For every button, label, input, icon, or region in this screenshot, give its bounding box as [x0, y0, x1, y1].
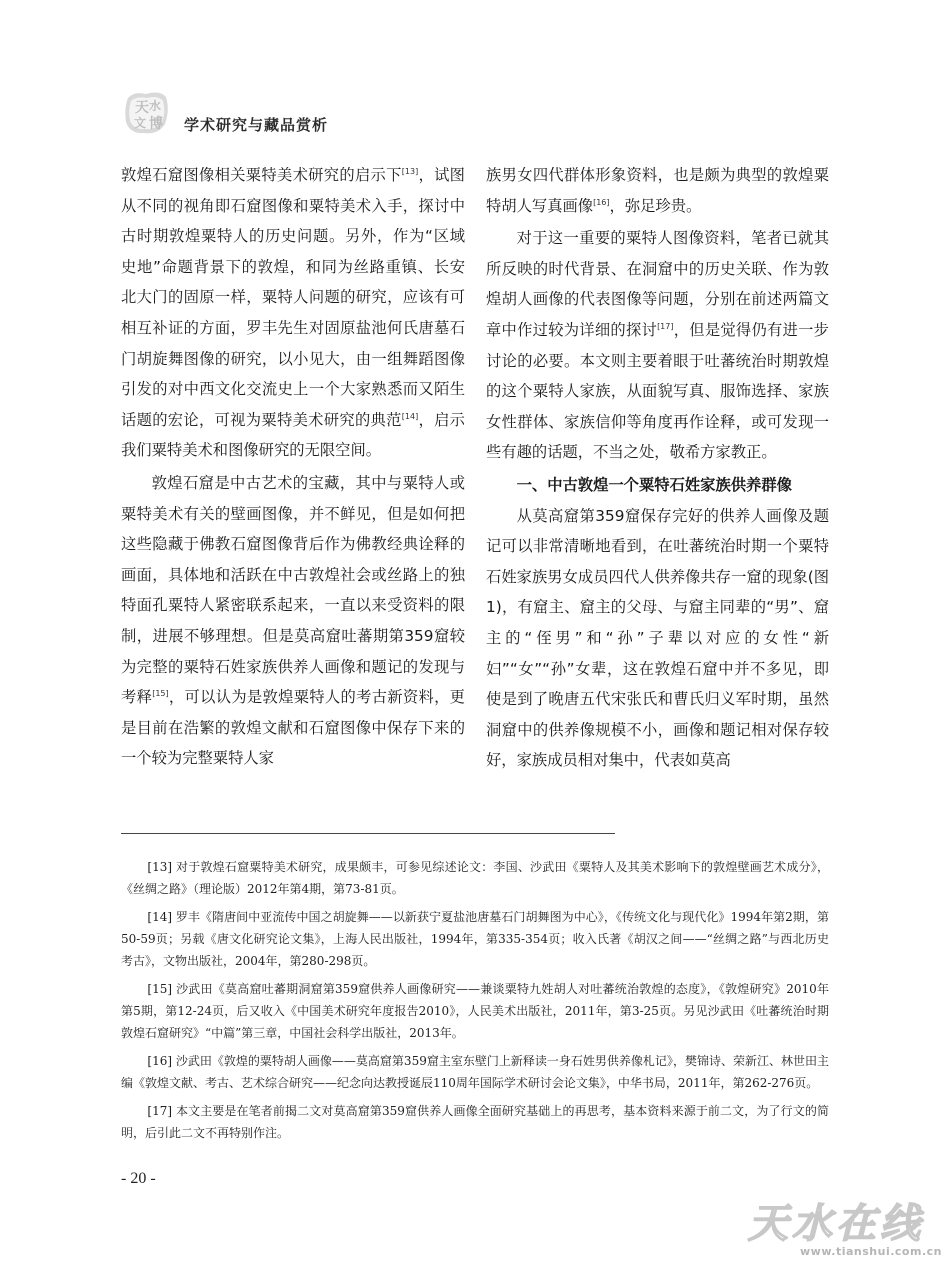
- footnote-16: [16] 沙武田《敦煌的粟特胡人画像——莫高窟第359窟主室东壁门上新释读一身石姓男供养像札记》，樊锦诗、荣新江、林世田主编《敦煌文献、考古、艺术综合研究——纪念向达教授诞辰110周年国际学术研讨会论文集》，中华书局，2011年，第262-276页。: [121, 1054, 829, 1090]
- svg-text:博: 博: [149, 116, 163, 132]
- footnote-ref-17: [17]: [657, 321, 674, 331]
- watermark-url: www.tianshui.com.cn: [800, 1245, 942, 1258]
- footnote-17: [17] 本文主要是在笔者前揭二文对莫高窟第359窟供养人画像全面研究基础上的再思考，基本资料来源于前二文，为了行文的简明，后引此二文不再特别作注。: [121, 1104, 829, 1140]
- footnote-ref-15: [15]: [152, 689, 169, 698]
- footnotes: [121, 856, 829, 1150]
- footnote-divider: [121, 833, 615, 834]
- paragraph: 敦煌石窟是中古艺术的宝藏，其中与粟特人或粟特美术有关的壁画图像，并不鲜见，但是如何把这些隐藏于佛教石窟图像背后作为佛教经典诠释的画面，具体地和活跃在中古敦煌社会或丝路上的独特面孔粟特人紧密联系起来，一直以来受资料的限制，进展不够理想。但是莫高窟吐蕃期第359窟较为完整的粟特石姓家族供养人画像和题记的发现与考释[15]，可以认为是敦煌粟特人的考古新资料，更是目前在浩繁的敦煌文献和石窟图像中保存下来的一个较为完整粟特人家: [121, 473, 465, 768]
- watermark: [748, 1192, 942, 1258]
- tianshui-wenbo-logo: [122, 88, 172, 138]
- paragraph: 从莫高窟第359窟保存完好的供养人画像及题记可以非常清晰地看到，在吐蕃统治时期一个粟特石姓家族男女成员四代人供养像共存一窟的现象(图1)，有窟主、窟主的父母、与窟主同辈的“男”、窟主的“侄男”和“孙”子辈以对应的女性“新妇”“女”“孙”女辈，这在敦煌石窟中并不多见，即使是到了晚唐五代宋张氏和曹氏归义军时期，虽然洞窟中的供养像规模不小，画像和题记相对保存较好，家族成员相对集中，代表如莫高: [486, 506, 829, 770]
- watermark-text: 天水在线: [748, 1201, 924, 1247]
- footnote-13: [13] 对于敦煌石窟粟特美术研究，成果颇丰，可参见综述论文：李国、沙武田《粟特人及其美术影响下的敦煌壁画艺术成分》，《丝绸之路》（理论版）2012年第4期，第73-81页。: [121, 860, 829, 896]
- section-heading: 一、中古敦煌一个粟特石姓家族供养群像: [516, 475, 792, 494]
- page-number: - 20 -: [121, 1170, 156, 1187]
- footnote-15: [15] 沙武田《莫高窟吐蕃期洞窟第359窟供养人画像研究——兼谈粟特九姓胡人对吐蕃统治敦煌的态度》，《敦煌研究》2010年第5期，第12-24页，后又收入《中国美术研究年度报告2010》，人民美术出版社，2011年，第3-25页。另见沙武田《吐蕃统治时期敦煌石窟研究》“中篇”第三章，中国社会科学出版社，2013年。: [121, 982, 829, 1040]
- left-column: [121, 160, 465, 774]
- paragraph: 族男女四代群体形象资料，也是颇为典型的敦煌粟特胡人写真画像[16]，弥足珍贵。: [486, 166, 829, 215]
- header-title: 学术研究与藏品赏析: [184, 116, 329, 134]
- footnote-14: [14] 罗丰《隋唐间中亚流传中国之胡旋舞——以新获宁夏盐池唐墓石门胡舞图为中心》，《传统文化与现代化》1994年第2期，第50-59页；另载《唐文化研究论文集》，上海人民出版社，1994年，第335-354页；收入氏著《胡汉之间——“丝绸之路”与西北历史考古》，文物出版社，2004年，第280-298页。: [121, 910, 829, 968]
- paragraph: 敦煌石窟图像相关粟特美术研究的启示下[13]，试图从不同的视角即石窟图像和粟特美术入手，探讨中古时期敦煌粟特人的历史问题。另外，作为“区域史地”命题背景下的敦煌，和同为丝路重镇、长安北大门的固原一样，粟特人问题的研究，应该有可相互补证的方面，罗丰先生对固原盐池何氏唐墓石门胡旋舞图像的研究，以小见大，由一组舞蹈图像引发的对中西文化交流史上一个大家熟悉而又陌生话题的宏论，可视为粟特美术研究的典范[14]，启示我们粟特美术和图像研究的无限空间。: [121, 166, 465, 460]
- svg-text:文: 文: [134, 116, 147, 130]
- footnote-ref-14: [14]: [401, 411, 419, 421]
- svg-text:水: 水: [149, 99, 162, 113]
- paragraph: 对于这一重要的粟特人图像资料，笔者已就其所反映的时代背景、在洞窟中的历史关联、作为敦煌胡人画像的代表图像等问题，分别在前述两篇文章中作过较为详细的探讨[17]，但是觉得仍有进一步讨论的必要。本文则主要着眼于吐蕃统治时期敦煌的这个粟特人家族，从面貌写真、服饰选择、家族女性群体、家族信仰等角度再作诠释，或可发现一些有趣的话题，不当之处，敬希方家教正。: [486, 229, 829, 462]
- right-column: [486, 160, 829, 776]
- footnote-ref-16: [16]: [593, 197, 610, 207]
- footnote-ref-13: [13]: [401, 166, 419, 176]
- svg-text:天: 天: [135, 100, 149, 116]
